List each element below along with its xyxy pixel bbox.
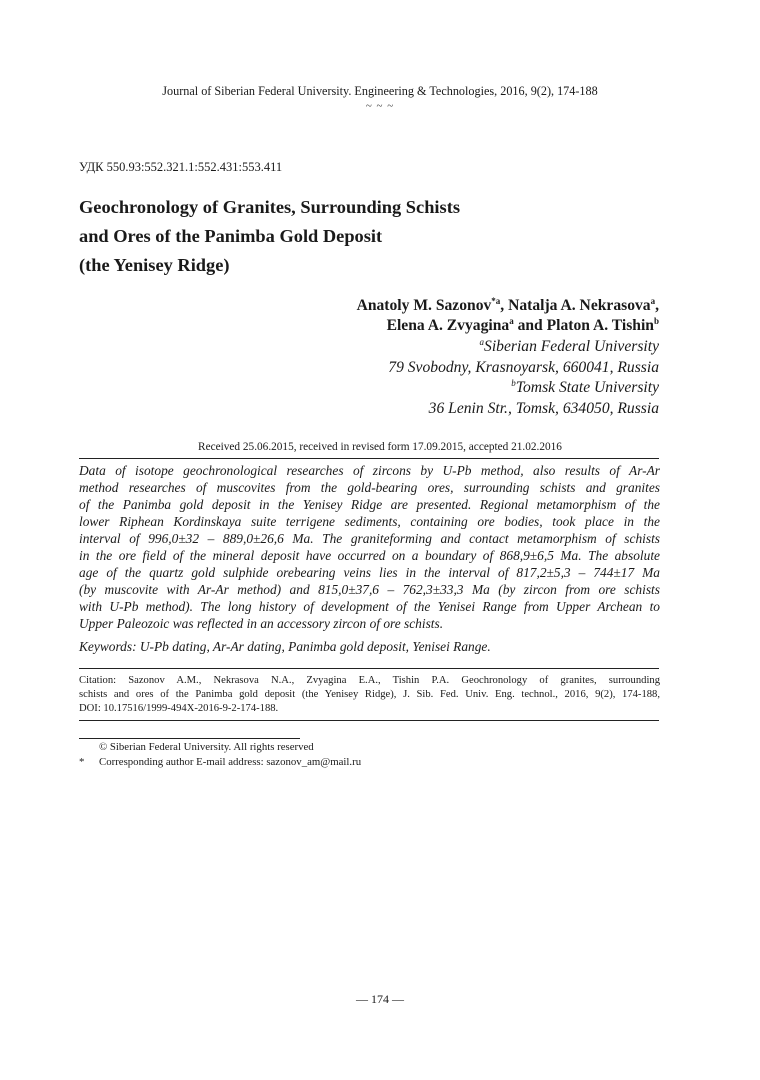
footnote-rule	[79, 738, 300, 739]
author-name: Natalja A. Nekrasova	[508, 297, 651, 314]
footnote-star: *	[79, 756, 85, 768]
journal-header: Journal of Siberian Federal University. Engineering & Technologies, 2016, 9(2), 174-188	[162, 84, 598, 98]
divider	[79, 668, 659, 669]
title-line: and Ores of the Panimba Gold Deposit	[79, 226, 383, 246]
abstract-line: (by muscovite with Ar-Ar method) and 815,0±37,6 – 762,3±33,3 Ma (by zircon from ore schists	[79, 582, 660, 597]
divider	[79, 720, 659, 721]
abstract-line: Upper Paleozoic was reflected in an accessory zircon of ore schists.	[79, 616, 444, 631]
abstract-line: in the ore field of the mineral deposit have occurred on a boundary of 868,9±6,5 Ma. The absolute	[79, 548, 660, 563]
udk-code: УДК 550.93:552.321.1:552.431:553.411	[79, 160, 283, 174]
affiliation-name: $^a$Siberian Federal University	[479, 337, 659, 355]
affiliation-name: $^b$Tomsk State University	[511, 378, 659, 396]
author-superscript: a	[650, 296, 656, 306]
abstract-line: interval of 996,0±32 – 889,0±26,6 Ma. The graniteforming and contact metamorphism of schists	[79, 531, 660, 546]
affiliations	[388, 337, 659, 419]
citation-line: Citation: Sazonov A.M., Nekrasova N.A., Zvyagina E.A., Tishin P.A. Geochronology of granites, surrounding	[79, 675, 660, 686]
abstract-line: lower Riphean Kordinskaya suite terrigene sediments, containing ore bodies, took place in the	[79, 514, 660, 529]
author-superscript: *a	[491, 296, 501, 306]
citation-line: DOI: 10.17516/1999-494X-2016-9-2-174-188.	[79, 703, 279, 714]
affiliation-superscript: a	[479, 337, 485, 347]
author-superscript: a	[509, 316, 514, 326]
affiliation-superscript: b	[511, 378, 516, 388]
title-line: Geochronology of Granites, Surrounding Schists	[79, 197, 460, 217]
citation-line: schists and ores of the Panimba gold deposit (the Yenisey Ridge), J. Sib. Fed. Univ. Eng. technol., 2016, 9(2), 174-188,	[79, 689, 660, 700]
article-title	[79, 193, 460, 280]
abstract	[79, 462, 660, 632]
author-line: Anatoly M. Sazonov$^{*a}$, Natalja A. Nekrasova$^a$,	[356, 296, 659, 314]
abstract-line: with U-Pb method). The long history of development of the Yenisei Range from Upper Archean to	[79, 599, 660, 614]
page-number: — 174 —	[356, 992, 404, 1006]
author-name: Platon A. Tishin	[546, 317, 654, 334]
affiliation-address: 36 Lenin Str., Tomsk, 634050, Russia	[428, 399, 659, 417]
author-name: Anatoly M. Sazonov	[356, 297, 492, 314]
author-list	[357, 296, 659, 336]
abstract-line: method researches of muscovites from the gold-bearing ores, surrounding schists and granites	[79, 480, 660, 495]
author-line: Elena A. Zvyagina$^a$ and Platon A. Tishin$^b$	[386, 316, 659, 334]
abstract-line: of the Panimba gold deposit in the Yenisey Ridge are presented. Regional metamorphism of the	[79, 497, 660, 512]
header-ornament: ~ ~ ~	[365, 100, 395, 112]
divider	[79, 458, 659, 459]
affiliation-address: 79 Svobodny, Krasnoyarsk, 660041, Russia	[388, 358, 659, 376]
author-superscript: b	[653, 316, 659, 326]
abstract-line: age of the quartz gold sulphide orebearing veins lies in the interval of 817,2±5,3 – 744±17 Ma	[79, 565, 660, 580]
keywords: Keywords: U-Pb dating, Ar-Ar dating, Panimba gold deposit, Yenisei Range.	[79, 639, 491, 654]
citation	[79, 674, 660, 716]
title-line: (the Yenisey Ridge)	[79, 255, 230, 275]
abstract-line: Data of isotope geochronological researches of zircons by U-Pb method, also results of Ar-Ar	[79, 463, 660, 478]
received-dates: Received 25.06.2015, received in revised form 17.09.2015, accepted 21.02.2016	[198, 441, 562, 453]
author-name: Elena A. Zvyagina	[386, 317, 510, 334]
footnote-copyright: © Siberian Federal University. All rights reserved	[99, 741, 314, 753]
footnote-corresponding: * Corresponding author E-mail address: sazonov_am@mail.ru	[79, 756, 362, 768]
